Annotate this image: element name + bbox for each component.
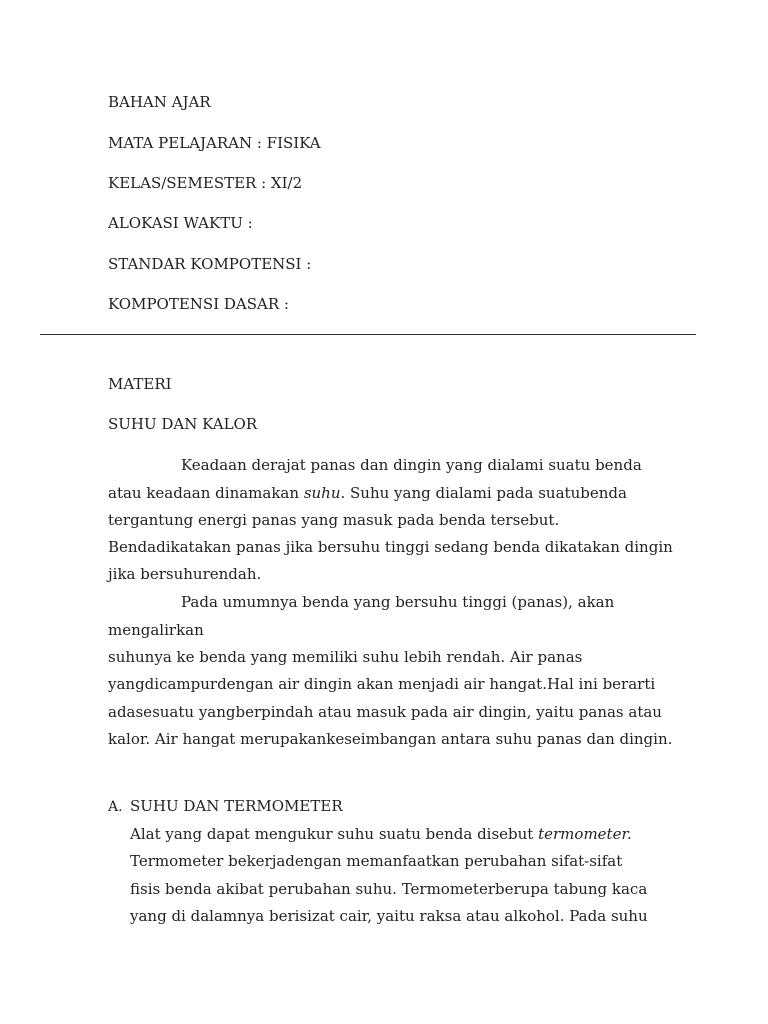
paragraph-2-line-4: yangdicampurdengan air dingin akan menjadi air hangat.Hal ini berarti [108,675,656,693]
section-a-l1-emphasis: termometer. [538,825,632,843]
section-a-heading [108,797,343,815]
section-a-letter: A. [108,799,123,815]
paragraph-2-line-5: adasesuatu yangberpindah atau masuk pada air dingin, yaitu panas atau [108,703,662,721]
section-a-l1-text: Alat yang dapat mengukur suhu suatu benda disebut [130,825,539,843]
section-a-line-3: fisis benda akibat perubahan suhu. Termometerberupa tabung kaca [130,880,648,898]
materi-label: MATERI [108,375,172,393]
p1-l2-emphasis: suhu. [303,484,346,502]
header-bahan-ajar: BAHAN AJAR [108,93,211,111]
paragraph-1-line-1: Keadaan derajat panas dan dingin yang dialami suatu benda [181,456,642,474]
header-standar-kompotensi: STANDAR KOMPOTENSI : [108,255,312,273]
paragraph-1-line-2 [108,484,627,502]
paragraph-1-line-5: jika bersuhurendah. [108,565,262,583]
header-alokasi-waktu: ALOKASI WAKTU : [108,214,253,232]
p1-l2-text-b: Suhu yang dialami pada suatubenda [345,484,627,502]
paragraph-1-line-4: Bendadikatakan panas jika bersuhu tinggi sedang benda dikatakan dingin [108,538,673,556]
topic-title: SUHU DAN KALOR [108,415,258,433]
section-a-line-1 [130,825,632,843]
section-a-title: SUHU DAN TERMOMETER [130,797,343,815]
paragraph-2-line-3: suhunya ke benda yang memiliki suhu lebih rendah. Air panas [108,648,583,666]
paragraph-2-line-6: kalor. Air hangat merupakankeseimbangan antara suhu panas dan dingin. [108,730,673,748]
header-mata-pelajaran: MATA PELAJARAN : FISIKA [108,134,321,152]
section-a-line-2: Termometer bekerjadengan memanfaatkan perubahan sifat-sifat [130,852,623,870]
header-kompotensi-dasar: KOMPOTENSI DASAR : [108,295,289,313]
section-a-line-4: yang di dalamnya berisizat cair, yaitu raksa atau alkohol. Pada suhu [130,907,648,925]
paragraph-1-line-3: tergantung energi panas yang masuk pada benda tersebut. [108,511,560,529]
horizontal-divider [40,334,696,335]
header-kelas-semester: KELAS/SEMESTER : XI/2 [108,174,303,192]
p1-l2-text-a: atau keadaan dinamakan [108,484,304,502]
paragraph-2-line-2: mengalirkan [108,621,204,639]
paragraph-2-line-1: Pada umumnya benda yang bersuhu tinggi (panas), akan [181,593,615,611]
